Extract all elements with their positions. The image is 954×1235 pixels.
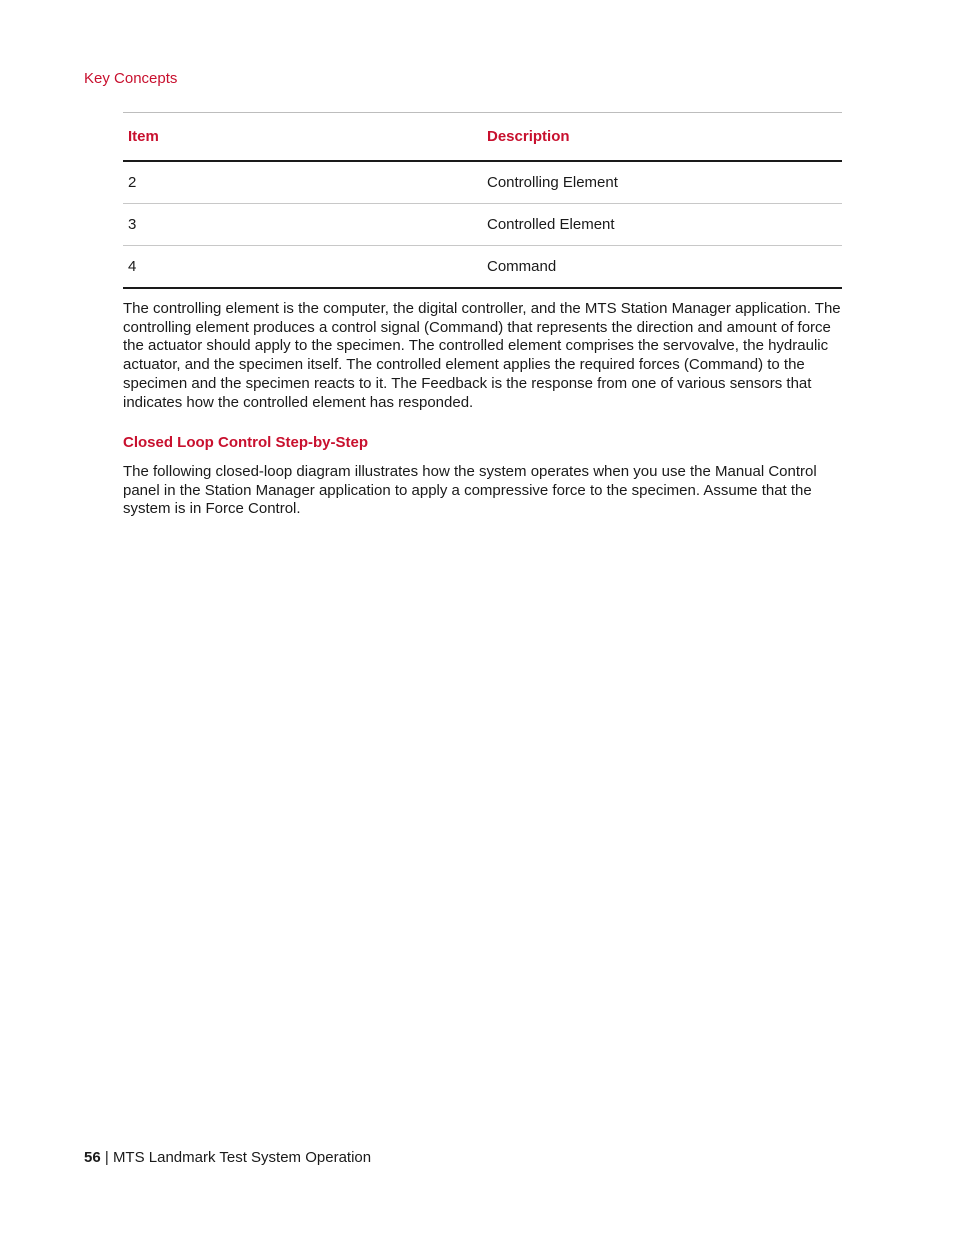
table-row [123,162,842,204]
description-cell: Controlling Element [487,174,618,191]
column-header-item: Item [128,128,159,145]
table-header-row [123,113,842,162]
column-header-description: Description [487,128,570,145]
section-header: Key Concepts [84,70,178,87]
item-cell: 2 [128,174,137,191]
page-footer [84,1149,371,1166]
footer-separator: | [104,1149,109,1166]
description-cell: Command [487,258,557,275]
body-paragraph-controlling-element: The controlling element is the computer, the digital controller, and the MTS Station Manager application. The controlling element produces a control signal (Command) that represents the direction and amount of force the actuator should apply to the specimen. The controlled element comprises the servovalve, the hydraulic actuator, and the specimen itself. The controlled element applies the required forces (Command) to the specimen and the specimen reacts to it. The Feedback is the response from one of various sensors that indicates how the controlled element has responded. [123,300,841,411]
table-row [123,246,842,289]
page-number: 56 [84,1149,101,1166]
item-cell: 4 [128,258,137,275]
item-cell: 3 [128,216,137,233]
item-description-table [123,112,842,289]
description-cell: Controlled Element [487,216,615,233]
subheading: Closed Loop Control Step-by-Step [123,434,368,451]
table-row [123,204,842,246]
document-title: MTS Landmark Test System Operation [112,1149,372,1166]
body-paragraph-closed-loop: The following closed-loop diagram illustrates how the system operates when you use the Manual Control panel in the Station Manager application to apply a compressive force to the specimen. Assume that the system is in Force Control. [123,463,817,518]
